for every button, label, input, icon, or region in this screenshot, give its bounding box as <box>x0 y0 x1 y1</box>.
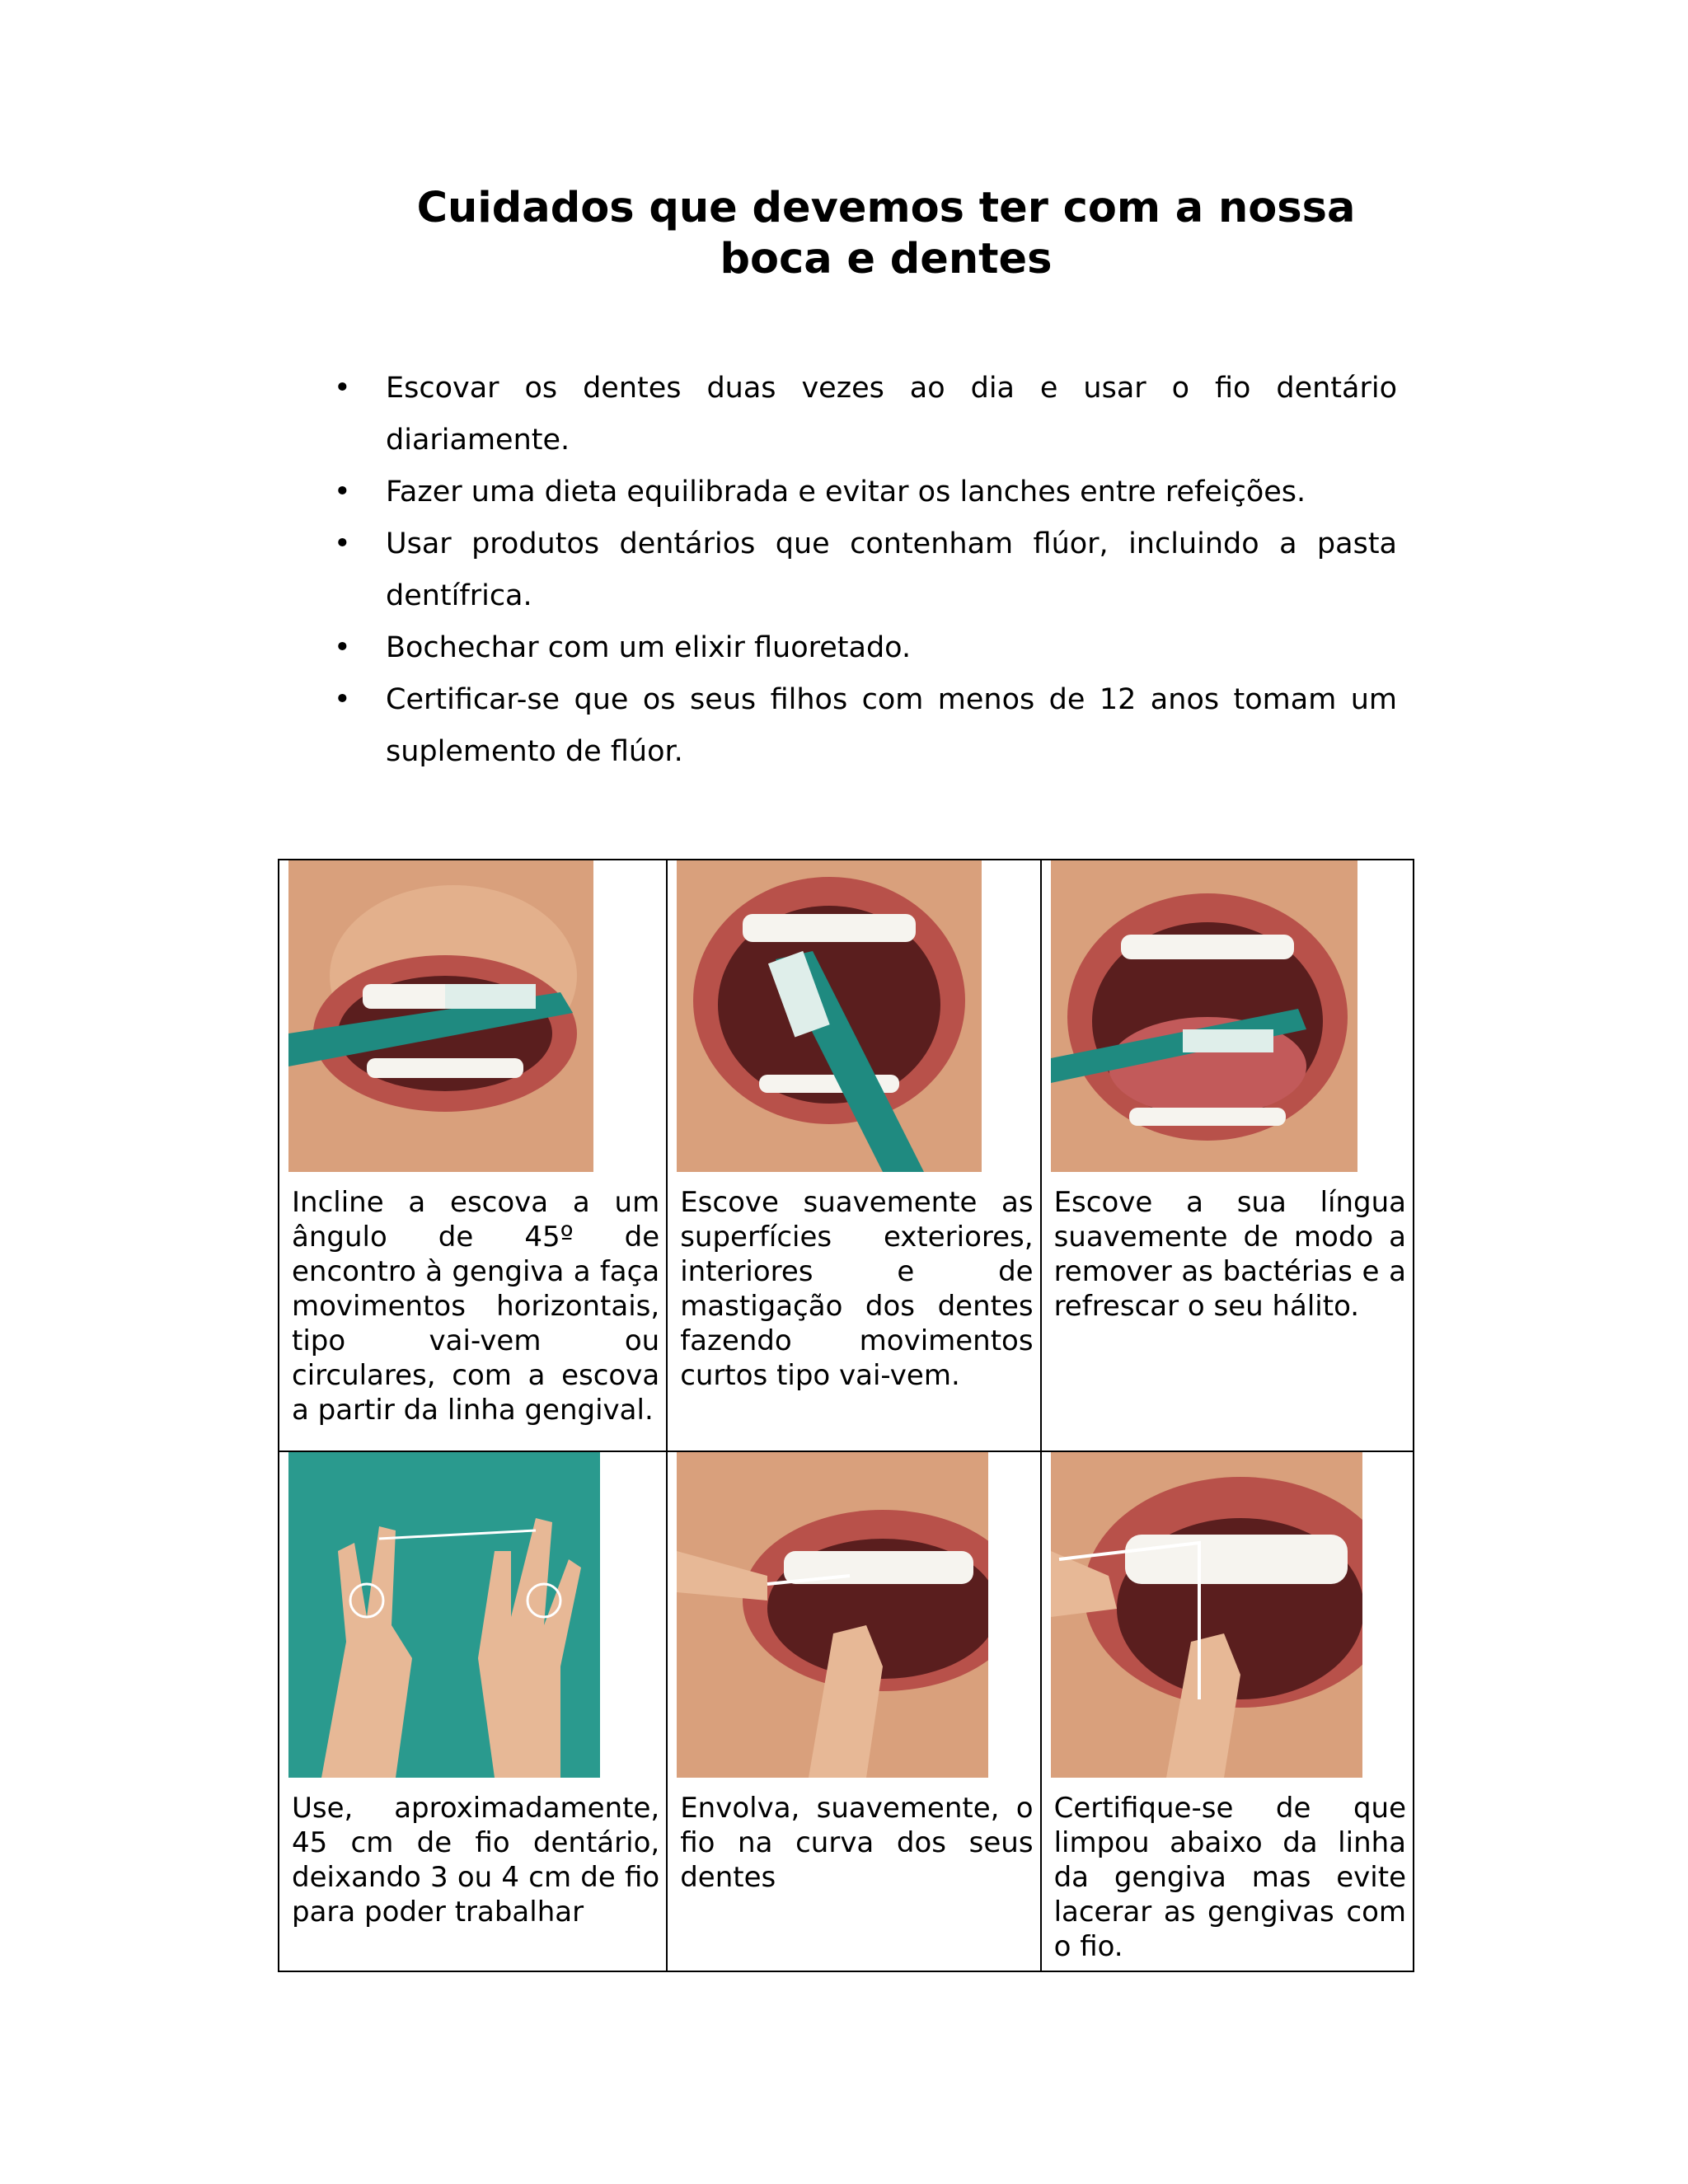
table-row <box>279 860 1414 1451</box>
list-item <box>334 363 1397 466</box>
list-item <box>334 518 1397 622</box>
floss-gumline-illustration-icon <box>1051 1452 1362 1778</box>
bullet-icon: • <box>334 527 351 560</box>
step-cell <box>279 860 667 1451</box>
list-item-text: Certificar-se que os seus filhos com menos de 12 anos tomam um suplemento de flúor. <box>386 683 1397 768</box>
step-caption: Use, aproximadamente, 45 cm de fio dentário, deixando 3 ou 4 cm de fio para poder trabalhar <box>292 1792 660 1929</box>
list-item <box>334 466 1397 518</box>
care-tips-list <box>334 363 1397 778</box>
list-item-text: Bochechar com um elixir fluoretado. <box>386 631 912 664</box>
page-title <box>330 183 1442 285</box>
step-cell <box>1041 1451 1414 1971</box>
step-cell <box>667 1451 1040 1971</box>
list-item <box>334 622 1397 674</box>
table-row <box>279 1451 1414 1971</box>
step-caption: Certifique-se de que limpou abaixo da linha da gengiva mas evite lacerar as gengivas com o fio. <box>1053 1792 1406 1963</box>
bullet-icon: • <box>334 683 351 716</box>
toothbrush-angle-illustration-icon <box>288 860 593 1172</box>
bullet-icon: • <box>334 372 351 405</box>
bullet-icon: • <box>334 631 351 664</box>
list-item-text: Fazer uma dieta equilibrada e evitar os lanches entre refeições. <box>386 476 1306 509</box>
list-item-text: Usar produtos dentários que contenham flúor, incluindo a pasta dentífrica. <box>386 527 1397 612</box>
step-caption: Escove suavemente as superfícies exteriores, interiores e de mastigação dos dentes fazendo movimentos curtos tipo vai-vem. <box>680 1186 1034 1392</box>
step-caption: Incline a escova a um ângulo de 45º de encontro à gengiva a faça movimentos horizontais, tipo vai-vem ou circulares, com a escova a partir da linha gengival. <box>292 1186 660 1427</box>
list-item <box>334 674 1397 778</box>
floss-curve-illustration-icon <box>677 1452 988 1778</box>
tongue-brushing-illustration-icon <box>1051 860 1357 1172</box>
brushing-flossing-steps-table <box>278 859 1414 1972</box>
floss-hands-illustration-icon <box>288 1452 600 1778</box>
bullet-icon: • <box>334 476 351 509</box>
step-caption: Escove a sua língua suavemente de modo a remover as bactérias e a refrescar o seu hálito. <box>1053 1186 1406 1323</box>
title-line-1: Cuidados que devemos ter com a nossa <box>416 184 1356 232</box>
list-item-text: Escovar os dentes duas vezes ao dia e usar o fio dentário diariamente. <box>386 372 1397 457</box>
step-cell <box>279 1451 667 1971</box>
title-line-2: boca e dentes <box>720 235 1053 284</box>
step-caption: Envolva, suavemente, o fio na curva dos seus dentes <box>680 1792 1034 1894</box>
toothbrush-inner-illustration-icon <box>677 860 982 1172</box>
step-cell <box>1041 860 1414 1451</box>
step-cell <box>667 860 1040 1451</box>
